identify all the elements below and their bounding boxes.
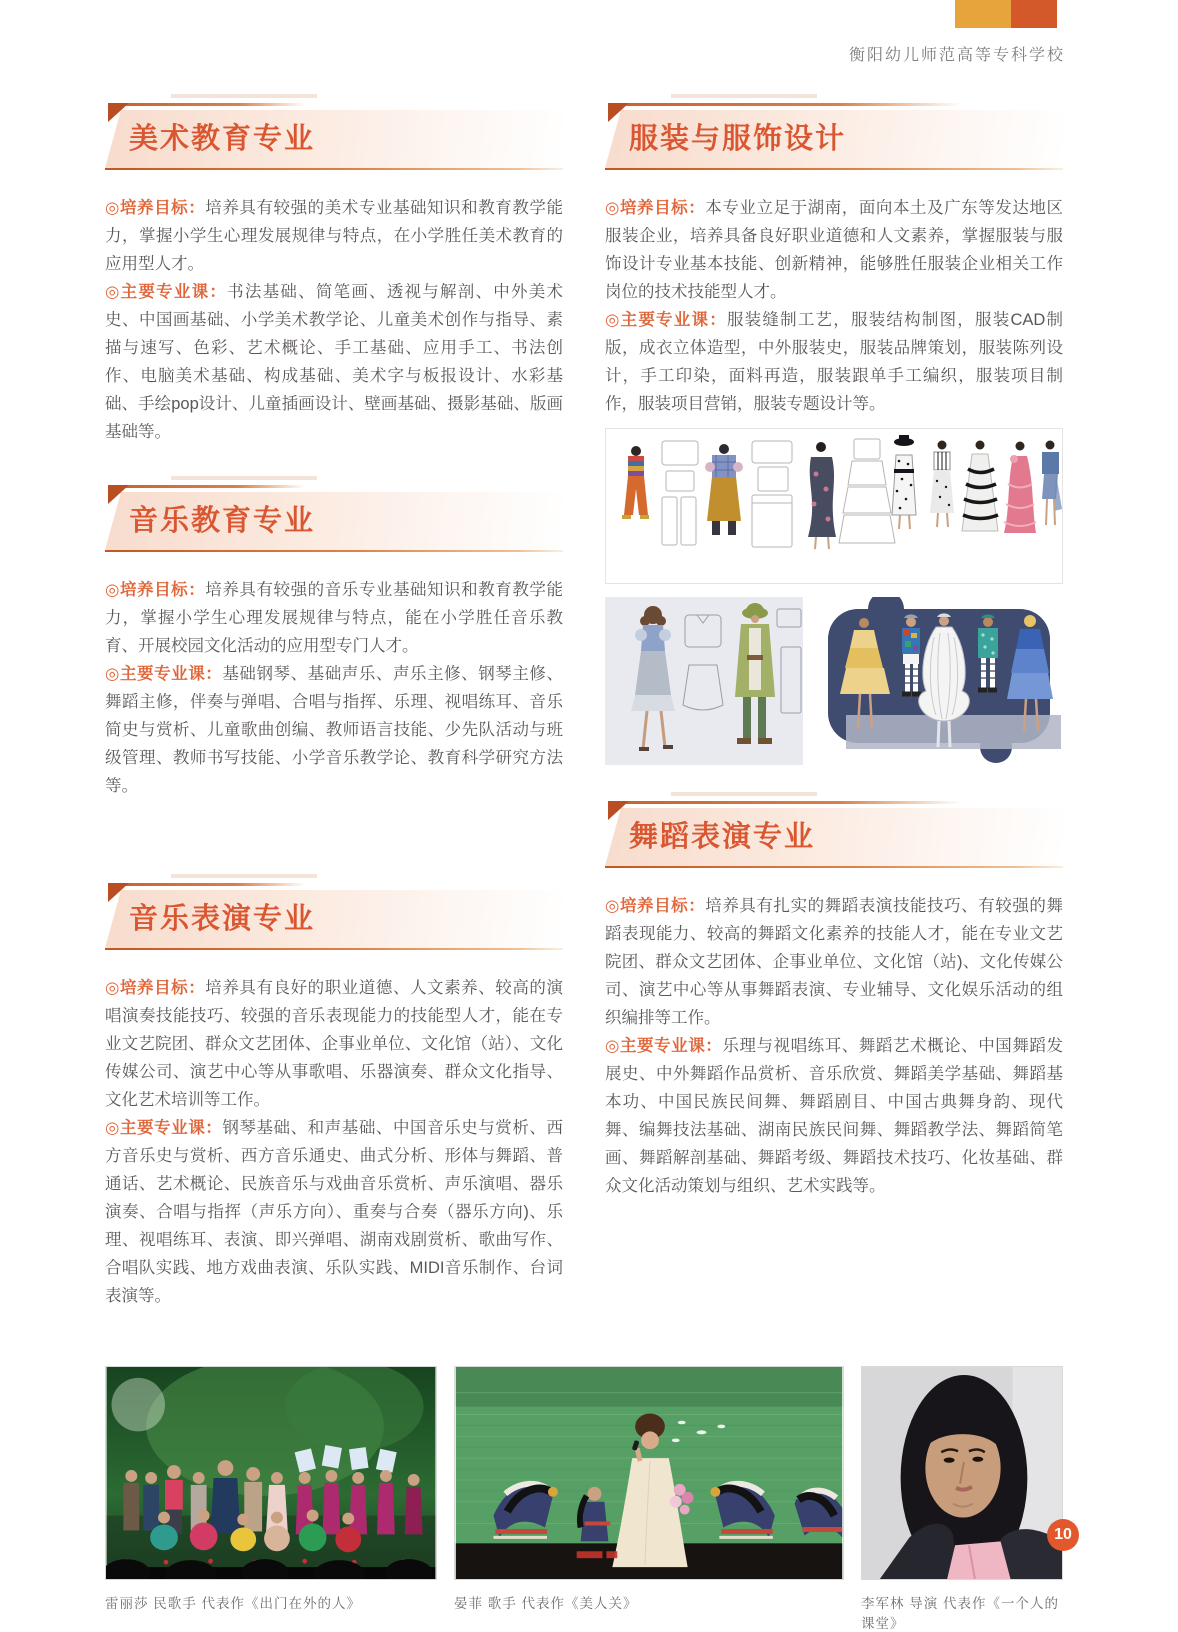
banner-echo-decoration	[171, 94, 317, 98]
photo-caption: 雷丽莎 民歌手 代表作《出门在外的人》	[105, 1596, 362, 1611]
courses-label: ◎主要专业课：	[605, 311, 727, 329]
goal-paragraph	[105, 576, 563, 660]
goal-paragraph	[605, 194, 1063, 306]
section-title: 美术教育专业	[129, 123, 316, 155]
section-dance-performance	[605, 808, 1063, 1200]
right-column	[605, 110, 1063, 1310]
section-title: 服装与服饰设计	[629, 123, 847, 155]
goal-paragraph	[605, 892, 1063, 1032]
singer-performance-image	[454, 1366, 844, 1580]
fashion-sketch-panel	[605, 428, 1063, 584]
director-portrait-image	[861, 1366, 1063, 1580]
photo-choir-stage	[105, 1366, 437, 1632]
section-header-fashion-design	[605, 110, 1063, 168]
section-fashion-design	[605, 110, 1063, 765]
courses-label: ◎主要专业课：	[605, 1037, 723, 1055]
photo-director-portrait	[861, 1366, 1063, 1632]
banner-echo-decoration	[171, 476, 317, 480]
courses-paragraph	[605, 306, 1063, 418]
courses-text: 乐理与视唱练耳、舞蹈艺术概论、中国舞蹈发展史、中外舞蹈作品赏析、音乐欣赏、舞蹈美学基础、舞蹈基本功、中国民族民间舞、舞蹈剧目、中国古典舞身韵、现代舞、编舞技法基础、湖南民族民间舞、舞蹈教学法、舞蹈简笔画、舞蹈解剖基础、舞蹈考级、舞蹈技术技巧、化妆基础、群众文化活动策划与组织、艺术实践等。	[605, 1037, 1063, 1195]
photo-caption: 李军林 导演 代表作《一个人的课堂》	[861, 1596, 1060, 1631]
choir-stage-image	[105, 1366, 437, 1580]
goal-text: 培养具有扎实的舞蹈表演技能技巧、有较强的舞蹈表现能力、较高的舞蹈文化素养的技能人才，能在专业文艺院团、群众文艺团体、企事业单位、文化馆（站)、文化传媒公司、演艺中心等从事舞蹈表演、专业辅导、文化娱乐活动的组织编排等工作。	[605, 897, 1063, 1027]
courses-text: 基础钢琴、基础声乐、声乐主修、钢琴主修、舞蹈主修，伴奏与弹唱、合唱与指挥、乐理、视唱练耳、音乐简史与赏析、儿童歌曲创编、教师语言技能、少先队活动与班级管理、教师书写技能、小学音乐教学论、教育科学研究方法等。	[105, 665, 563, 795]
section-music-performance	[105, 890, 563, 1310]
courses-paragraph	[105, 660, 563, 800]
courses-paragraph	[105, 1114, 563, 1310]
courses-text: 钢琴基础、和声基础、中国音乐史与赏析、西方音乐史与赏析、西方音乐通史、曲式分析、形体与舞蹈、普通话、艺术概论、民族音乐与戏曲音乐赏析、声乐演唱、器乐演奏、合唱与指挥（声乐方向）、重奏与合奏（器乐方向)、乐理、视唱练耳、表演、即兴弹唱、湖南戏剧赏析、歌曲写作、合唱队实践、地方戏曲表演、乐队实践、MIDI音乐制作、台词表演等。	[105, 1119, 563, 1305]
goal-text: 本专业立足于湖南，面向本土及广东等发达地区服装企业，培养具备良好职业道德和人文素养，掌握服装与服饰设计专业基本技能、创新精神，能够胜任服装企业相关工作岗位的技术技能型人才。	[605, 199, 1063, 301]
courses-text: 书法基础、简笔画、透视与解剖、中外美术史、中国画基础、小学美术教学论、儿童美术创作与指导、素描与速写、色彩、艺术概论、手工基础、应用手工、书法创作、电脑美术基础、构成基础、美术字与板报设计、水彩基础、手绘pop设计、儿童插画设计、壁画基础、摄影基础、版画基础等。	[105, 283, 563, 441]
goal-label: ◎培养目标：	[605, 897, 706, 915]
courses-paragraph	[605, 1032, 1063, 1200]
banner-echo-decoration	[671, 792, 817, 796]
courses-label: ◎主要专业课：	[105, 283, 228, 301]
courses-paragraph	[105, 278, 563, 446]
section-title: 舞蹈表演专业	[629, 821, 816, 853]
section-music-education	[105, 492, 563, 800]
photo-caption: 晏菲 歌手 代表作《美人关》	[454, 1596, 638, 1611]
goal-label: ◎培养目标：	[105, 581, 206, 599]
photo-row	[0, 1366, 1178, 1632]
goal-text: 培养具有良好的职业道德、人文素养、较高的演唱演奏技能技巧、较强的音乐表现能力的技能型人才，能在专业文艺院团、群众文艺团体、企事业单位、文化馆（站）、文化传媒公司、演艺中心等从事歌唱、乐器演奏、群众文化指导、文化艺术培训等工作。	[105, 979, 563, 1109]
goal-text: 培养具有较强的美术专业基础知识和教育教学能力，掌握小学生心理发展规律与特点，在小学胜任美术教育的应用型人才。	[105, 199, 563, 273]
goal-label: ◎培养目标：	[105, 979, 206, 997]
section-header-dance-performance	[605, 808, 1063, 866]
section-art-education	[105, 110, 563, 446]
section-title: 音乐教育专业	[129, 505, 316, 537]
goal-paragraph	[105, 974, 563, 1114]
photo-singer-performance	[454, 1366, 844, 1632]
section-header-music-performance	[105, 890, 563, 948]
school-name: 衡阳幼儿师范高等专科学校	[848, 47, 1065, 64]
decor-square-red-icon	[1011, 0, 1057, 28]
courses-label: ◎主要专业课：	[105, 665, 223, 683]
banner-echo-decoration	[671, 94, 817, 98]
fashion-sketch-row	[605, 597, 1063, 765]
goal-text: 培养具有较强的音乐专业基础知识和教育教学能力，掌握小学生心理发展规律与特点，能在小学胜任音乐教育、开展校园文化活动的应用型专门人才。	[105, 581, 563, 655]
goal-paragraph	[105, 194, 563, 278]
section-body	[605, 194, 1063, 418]
section-header-art-education	[105, 110, 563, 168]
page-number-badge: 10	[1047, 1519, 1079, 1551]
section-body	[105, 576, 563, 800]
section-body	[105, 974, 563, 1310]
fashion-sketch-right-image	[816, 597, 1061, 765]
fashion-sketches-image	[606, 429, 1062, 583]
courses-text: 服装缝制工艺，服装结构制图，服装CAD制版，成衣立体造型，中外服装史，服装品牌策划，服装陈列设计，手工印染，面料再造，服装跟单手工编织，服装项目制作，服装项目营销，服装专题设计等。	[605, 311, 1063, 413]
goal-label: ◎培养目标：	[105, 199, 206, 217]
page-corner-decoration	[955, 0, 1057, 28]
section-body	[605, 892, 1063, 1200]
goal-label: ◎培养目标：	[605, 199, 706, 217]
banner-echo-decoration	[171, 874, 317, 878]
decor-square-yellow-icon	[955, 0, 1011, 28]
section-title: 音乐表演专业	[129, 903, 316, 935]
section-body	[105, 194, 563, 446]
section-header-music-education	[105, 492, 563, 550]
left-column	[105, 110, 563, 1310]
fashion-sketch-left-image	[605, 597, 803, 765]
courses-label: ◎主要专业课：	[105, 1119, 223, 1137]
